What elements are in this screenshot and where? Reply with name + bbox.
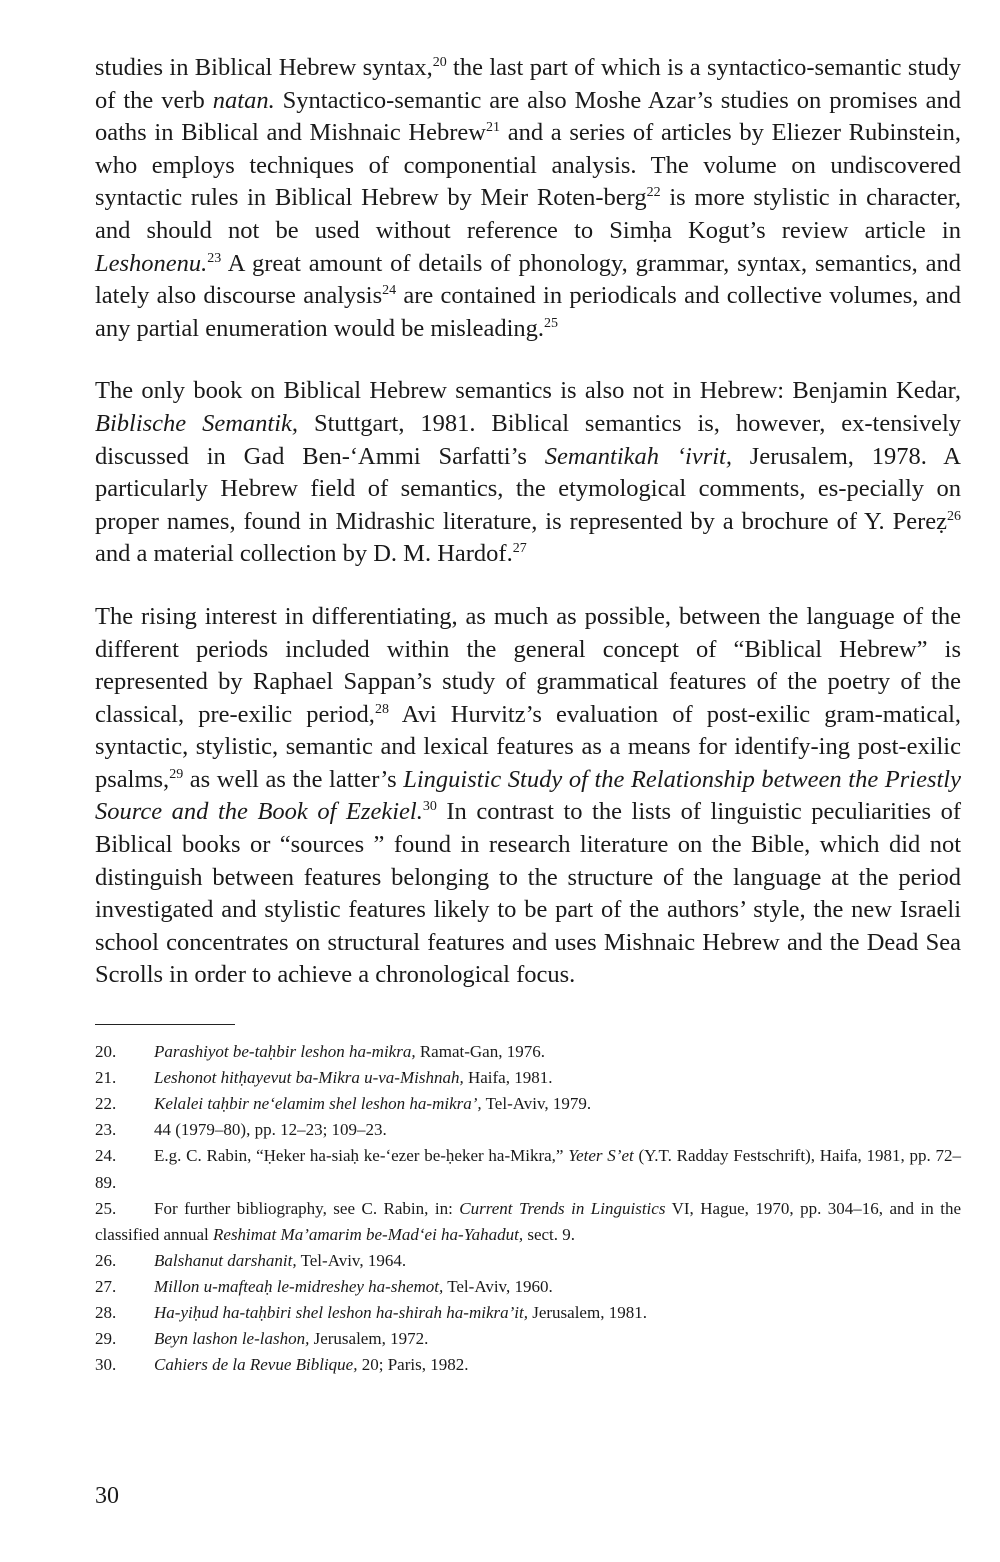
- footnote-text: Jerusalem, 1972.: [309, 1329, 429, 1349]
- footnote-26: [95, 1248, 961, 1274]
- footnote-21: [95, 1065, 961, 1091]
- text-run: studies in Biblical Hebrew syntax,: [95, 54, 433, 81]
- text-run: Stuttgart, 1981. Biblical semantics is, however, ex-tensively discussed in Gad Ben-‘Ammi Sarfatti’s: [95, 409, 961, 470]
- footnote-number: 26.: [95, 1250, 117, 1270]
- footnote-text: 44 (1979–80), pp. 12–23; 109–23.: [154, 1120, 387, 1140]
- footnote-text: (Y.T. Radday Festschrift), Haifa, 1981, pp. 72–89.: [95, 1146, 961, 1192]
- footnote-ref-27[interactable]: 27: [512, 541, 527, 557]
- footnote-ref-23[interactable]: 23: [207, 250, 222, 266]
- footnote-ref-30[interactable]: 30: [422, 799, 437, 815]
- footnote-text: Haifa, 1981.: [463, 1068, 553, 1088]
- footnote-20: [95, 1039, 961, 1065]
- footnote-number: 27.: [95, 1276, 117, 1296]
- footnote-title: Ha-yiḥud ha-taḥbiri shel leshon ha-shirah ha-mikra’it,: [154, 1302, 528, 1322]
- footnote-ref-29[interactable]: 29: [169, 766, 184, 782]
- page-number: 30: [95, 1483, 119, 1509]
- footnote-text: sect. 9.: [523, 1224, 576, 1244]
- text-run: the last part of which is a syntactico-semantic study of the verb: [95, 54, 961, 114]
- footnote-text: Tel-Aviv, 1960.: [443, 1276, 553, 1296]
- text-run: In contrast to the lists of linguistic peculiarities of Biblical books or “sources ” found in research literature on the Bible, which did not distinguish between features belonging to the structure of the language at the period investigated and stylistic features likely to be part of the authors’ style, the new Israeli school concentrates on structural features and uses Mishnaic Hebrew and the Dead Sea Scrolls in order to achieve a chronological focus.: [95, 798, 961, 989]
- footnote-title: Kelalei taḥbir ne‘elamim shel leshon ha-mikra’,: [154, 1094, 482, 1114]
- body-paragraph-1: [95, 52, 961, 345]
- footnote-ref-20[interactable]: 20: [432, 55, 447, 70]
- footnote-23: [95, 1117, 961, 1143]
- italic-title: Linguistic Study of the Relationship between the Priestly Source and the Book of Ezekiel.: [95, 765, 961, 826]
- footnote-title: Beyn lashon le-lashon,: [154, 1329, 310, 1349]
- footnote-text: Tel-Aviv, 1964.: [296, 1250, 407, 1270]
- footnote-ref-28[interactable]: 28: [374, 701, 389, 717]
- body-paragraph-3: [95, 601, 961, 992]
- italic-title: Leshonenu.: [95, 249, 208, 277]
- text-run: are contained in periodicals and collective volumes, and any partial enumeration would be misleading.: [95, 282, 961, 342]
- footnote-27: [95, 1274, 961, 1300]
- footnote-number: 25.: [95, 1198, 117, 1218]
- italic-title: Biblische Semantik,: [95, 409, 299, 437]
- text-run: Syntactico-semantic are also Moshe Azar’s studies on promises and oaths in Biblical and Mishnaic Hebrew: [95, 86, 961, 147]
- italic-title: Semantikah ‘ivrit,: [544, 442, 732, 470]
- footnote-number: 21.: [95, 1068, 117, 1088]
- body-paragraph-2: [95, 375, 961, 571]
- footnote-number: 24.: [95, 1146, 117, 1166]
- footnote-29: [95, 1326, 961, 1352]
- footnote-ref-25[interactable]: 25: [544, 315, 559, 331]
- footnote-divider: [95, 1024, 235, 1025]
- footnote-number: 28.: [95, 1302, 117, 1322]
- footnote-number: 30.: [95, 1355, 117, 1375]
- footnote-title: Parashiyot be-taḥbir leshon ha-mikra,: [154, 1042, 416, 1062]
- footnote-28: [95, 1300, 961, 1326]
- text-run: Avi Hurvitz’s evaluation of post-exilic gram-matical, syntactic, stylistic, semantic and lexical features as a means for identify-ing post-exilic psalms,: [95, 700, 962, 793]
- footnote-title: Yeter S’et: [568, 1146, 634, 1166]
- footnote-title: Current Trends in Linguistics: [459, 1198, 666, 1218]
- footnote-title: Balshanut darshanit,: [154, 1250, 297, 1270]
- footnote-22: [95, 1091, 961, 1117]
- footnote-text: Ramat-Gan, 1976.: [415, 1042, 545, 1062]
- footnote-text: E.g. C. Rabin, “Ḥeker ha-siaḥ ke-‘ezer be-ḥeker ha-Mikra,”: [154, 1146, 569, 1166]
- footnote-number: 22.: [95, 1094, 117, 1114]
- text-run: and a material collection by D. M. Hardof.: [95, 540, 513, 568]
- footnote-ref-26[interactable]: 26: [947, 508, 961, 524]
- page-body: [95, 52, 961, 1378]
- footnote-30: [95, 1352, 961, 1378]
- footnote-25: [95, 1196, 961, 1248]
- footnote-number: 23.: [95, 1120, 117, 1140]
- footnote-text: 20; Paris, 1982.: [357, 1355, 469, 1375]
- footnote-ref-21[interactable]: 21: [485, 120, 500, 136]
- footnote-number: 29.: [95, 1329, 117, 1349]
- footnote-ref-24[interactable]: 24: [382, 283, 397, 299]
- footnote-title: Cahiers de la Revue Biblique,: [154, 1355, 358, 1375]
- text-run: A great amount of details of phonology, grammar, syntax, semantics, and lately also discourse analysis: [95, 249, 961, 310]
- text-run: and a series of articles by Eliezer Rubinstein, who employs techniques of componential analysis. The volume on undiscovered syntactic rules in Biblical Hebrew by Meir Roten-berg: [95, 119, 961, 212]
- footnote-text: Jerusalem, 1981.: [527, 1302, 647, 1322]
- footnote-title: Millon u-mafteaḥ le-midreshey ha-shemot,: [154, 1276, 444, 1296]
- text-run: as well as the latter’s: [183, 765, 404, 793]
- footnote-text: For further bibliography, see C. Rabin, in:: [154, 1198, 460, 1218]
- text-run: is more stylistic in character, and should not be used without reference to Simḥa Kogut’s review article in: [95, 184, 962, 244]
- footnote-number: 20.: [95, 1042, 117, 1062]
- footnotes: [95, 1039, 961, 1378]
- footnote-text: Tel-Aviv, 1979.: [481, 1094, 592, 1114]
- footnote-text: VI, Hague, 1970, pp. 304–16, and in the classified annual: [95, 1198, 961, 1244]
- footnote-24: [95, 1143, 961, 1195]
- footnote-ref-22[interactable]: 22: [646, 185, 661, 201]
- italic-term: natan.: [212, 86, 275, 114]
- text-run: The rising interest in differentiating, as much as possible, between the language of the different periods included within the general concept of “Biblical Hebrew” is represented by Raphael Sappan’s study of grammatical features of the poetry of the classical, pre-exilic period,: [95, 602, 961, 728]
- footnote-title: Reshimat Ma’amarim be-Mad‘ei ha-Yahadut,: [213, 1224, 524, 1244]
- footnote-title: Leshonot hitḥayevut ba-Mikra u-va-Mishnah,: [154, 1068, 464, 1088]
- text-run: The only book on Biblical Hebrew semantics is also not in Hebrew: Benjamin Kedar,: [95, 377, 961, 405]
- text-run: Jerusalem, 1978. A particularly Hebrew field of semantics, the etymological comments, es-pecially on proper names, found in Midrashic literature, is represented by a brochure of Y. Pereẓ: [95, 442, 961, 535]
